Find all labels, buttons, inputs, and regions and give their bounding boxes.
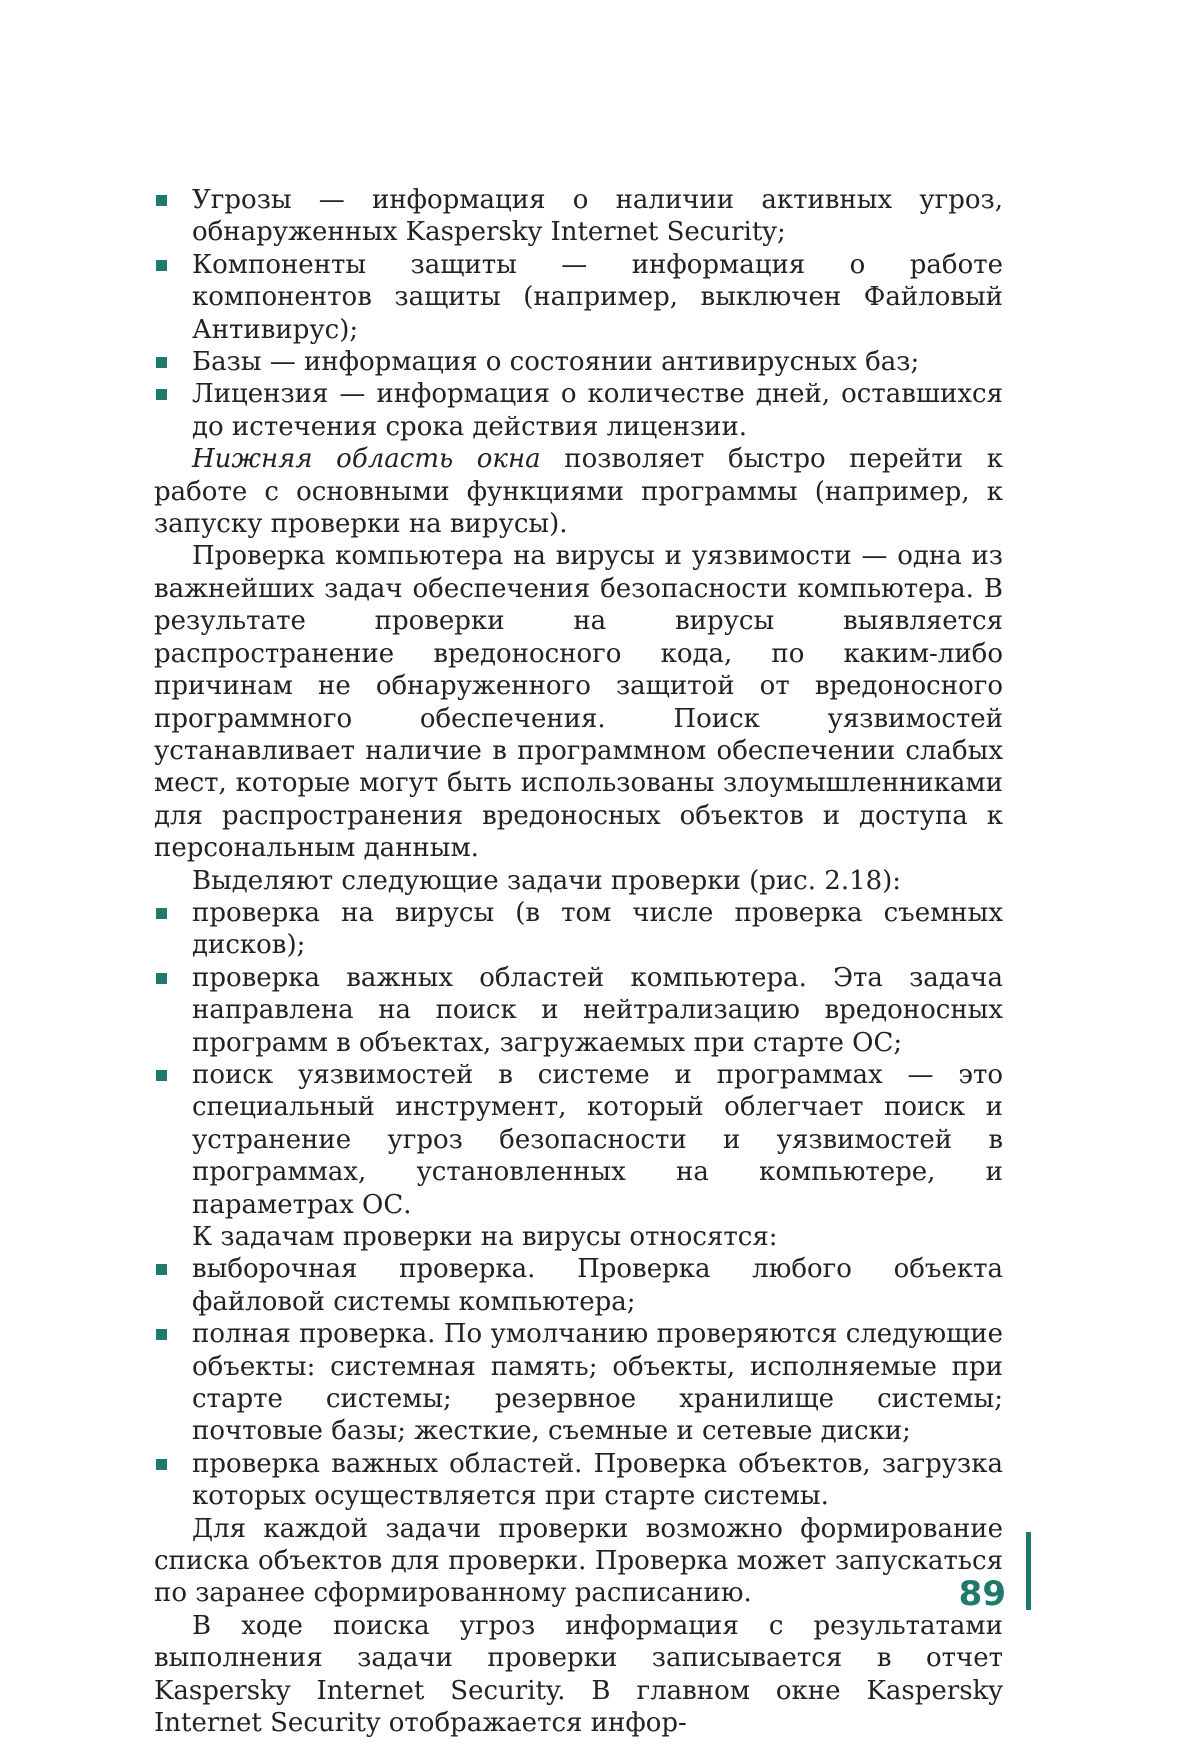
bullet-threats: Угрозы — информация о наличии активных угроз, обнаруженных Kaspersky Internet Security; bbox=[154, 184, 1003, 249]
paragraph-scan-intro: Проверка компьютера на вирусы и уязвимости — одна из важнейших задач обеспечения безопасности компьютера. В результате проверки на вирусы выявляется распространение вредоносного кода, по каким-либо причинам не обнаруженного защитой от вредоносного программного обеспечения. Поиск уязвимостей устанавливает наличие в программном обеспечении слабых мест, которые могут быть использованы злоумышленниками для распространения вредоносных объектов и доступа к персональным данным. bbox=[154, 541, 1003, 864]
emphasis-bottom-area: Нижняя область окна bbox=[192, 444, 541, 475]
paragraph-tasks-intro: Выделяют следующие задачи проверки (рис. 2.18): bbox=[192, 865, 902, 896]
bullet-task-critical-areas: проверка важных областей компьютера. Эта задача направлена на поиск и нейтрализацию вредоносных программ в объектах, загружаемых при старте ОС; bbox=[154, 962, 1003, 1059]
bullet-task-vulnerability-scan: поиск уязвимостей в системе и программах — это специальный инструмент, который облегчает поиск и устранение угроз безопасности и уязвимостей в программах, установленных на компьютере, и параметрах ОС. bbox=[154, 1059, 1003, 1221]
page-number-rule bbox=[1026, 1532, 1031, 1610]
paragraph-bottom-area-text: позволяет быстро перейти к работе с основными функциями программы (например, к запуску проверки на вирусы). bbox=[154, 444, 1003, 540]
page-number: 89 bbox=[958, 1574, 1006, 1614]
bullet-full-scan: полная проверка. По умолчанию проверяются следующие объекты: системная память; объекты, исполняемые при старте системы; резервное хранилище системы; почтовые базы; жесткие, съемные и сетевые диски; bbox=[154, 1318, 1003, 1448]
bullet-databases: Базы — информация о состоянии антивирусных баз; bbox=[154, 346, 1003, 378]
paragraph-schedule: Для каждой задачи проверки возможно формирование списка объектов для проверки. Проверка может запускаться по заранее сформированному расписанию. bbox=[154, 1513, 1003, 1609]
bullet-task-virus-scan: проверка на вирусы (в том числе проверка съемных дисков); bbox=[154, 897, 1003, 962]
paragraph-virus-tasks: К задачам проверки на вирусы относятся: bbox=[192, 1222, 778, 1252]
bullet-license: Лицензия — информация о количестве дней, оставшихся до истечения срока действия лицензии. bbox=[154, 378, 1003, 443]
bullet-protection-components: Компоненты защиты — информация о работе компонентов защиты (например, выключен Файловый Антивирус); bbox=[154, 249, 1003, 346]
bullet-critical-areas-scan: проверка важных областей. Проверка объектов, загрузка которых осуществляется при старте системы. bbox=[154, 1448, 1003, 1513]
paragraph-report: В ходе поиска угроз информация с результатами выполнения задачи проверки записывается в отчет Kaspersky Internet Security. В главном окне Kaspersky Internet Security отображается инфор- bbox=[154, 1610, 1003, 1739]
bullet-custom-scan: выборочная проверка. Проверка любого объекта файловой системы компьютера; bbox=[154, 1253, 1003, 1318]
paragraph-bottom-area bbox=[154, 443, 1003, 540]
page-body bbox=[154, 184, 1003, 1740]
